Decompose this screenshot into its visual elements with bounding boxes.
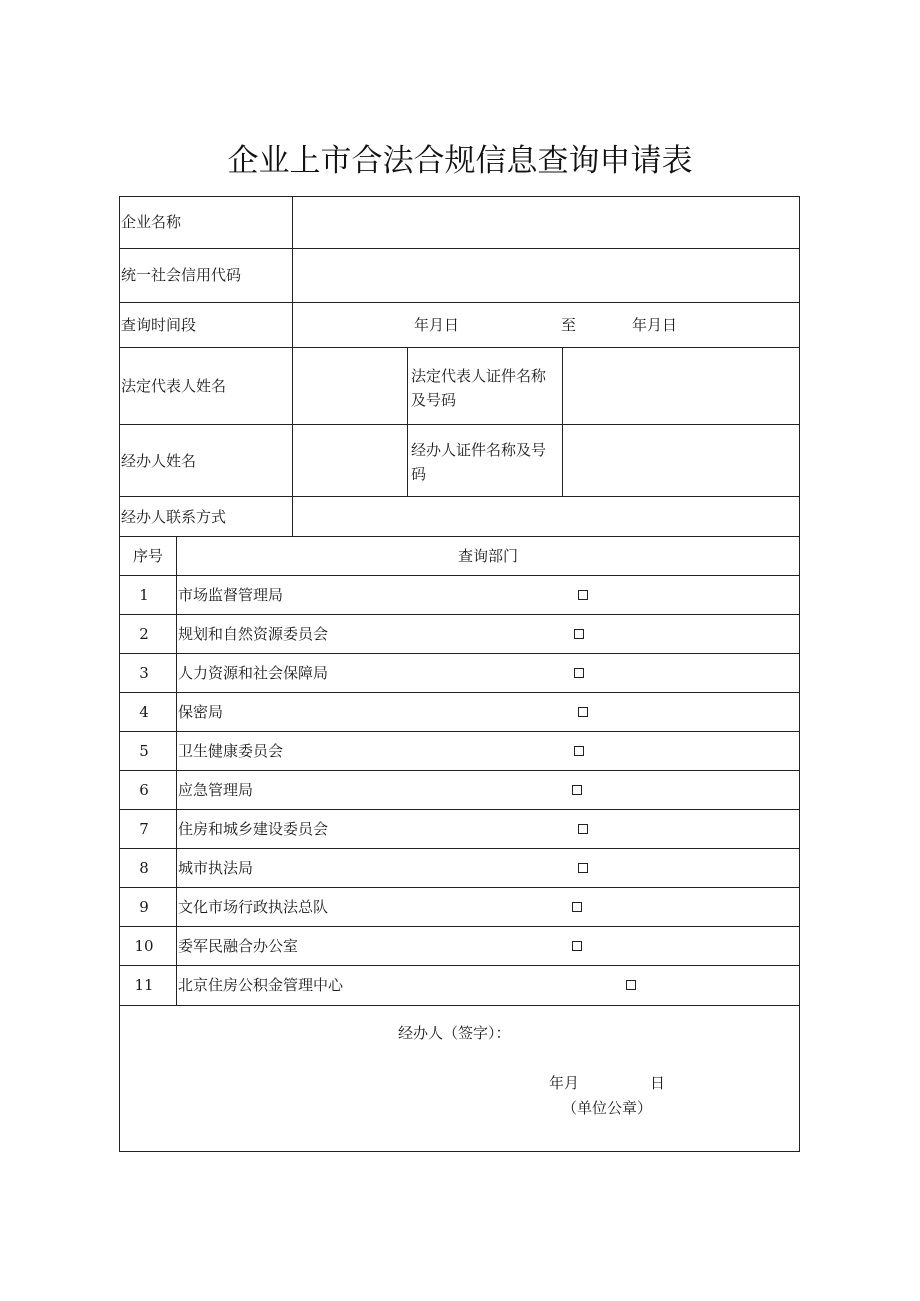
dept-row-number: 5: [139, 742, 149, 760]
dept-row-number: 10: [134, 937, 154, 955]
dept-checkbox[interactable]: [574, 629, 584, 639]
row-divider: [119, 653, 800, 654]
dept-row-number: 7: [139, 820, 149, 838]
seal-label: （单位公章）: [562, 1099, 653, 1117]
row-divider: [119, 926, 800, 927]
credit-code-label: 统一社会信用代码: [121, 266, 242, 284]
agent-id-label: 经办人证件名称及号码: [411, 441, 547, 483]
dept-checkbox[interactable]: [578, 824, 588, 834]
dept-checkbox[interactable]: [578, 590, 588, 600]
dept-checkbox[interactable]: [572, 785, 582, 795]
dept-row-name: 北京住房公积金管理中心: [178, 976, 344, 994]
dept-checkbox[interactable]: [578, 707, 588, 717]
dept-row-name: 人力资源和社会保障局: [178, 664, 329, 682]
dept-row-number: 4: [139, 703, 149, 721]
row-divider: [119, 692, 800, 693]
dept-row-name: 市场监督管理局: [178, 586, 284, 604]
row-divider: [119, 536, 800, 537]
row-divider: [119, 424, 800, 425]
date-year-month: 年月: [549, 1074, 580, 1092]
row-divider: [119, 575, 800, 576]
row-divider: [119, 770, 800, 771]
dept-row-number: 3: [139, 664, 149, 682]
legal-rep-id-label: 法定代表人证件名称及号码: [411, 367, 547, 409]
row-divider: [119, 248, 800, 249]
dept-checkbox[interactable]: [572, 902, 582, 912]
dept-row-name: 应急管理局: [178, 781, 254, 799]
row-divider: [119, 1005, 800, 1006]
row-divider: [119, 887, 800, 888]
row-divider: [119, 809, 800, 810]
period-label: 查询时间段: [121, 316, 197, 334]
dept-row-name: 城市执法局: [178, 859, 254, 877]
dept-checkbox[interactable]: [574, 668, 584, 678]
agent-name-label: 经办人姓名: [121, 452, 197, 470]
dept-row-name: 卫生健康委员会: [178, 742, 284, 760]
signature-label: 经办人（签字）：: [398, 1024, 511, 1042]
date-day: 日: [650, 1074, 666, 1092]
agent-contact-label: 经办人联系方式: [121, 508, 227, 526]
dept-row-number: 6: [139, 781, 149, 799]
legal-rep-name-label: 法定代表人姓名: [121, 377, 227, 395]
row-divider: [119, 614, 800, 615]
dept-header: 查询部门: [458, 547, 519, 565]
row-divider: [119, 347, 800, 348]
row-divider: [119, 965, 800, 966]
dept-row-name: 保密局: [178, 703, 224, 721]
dept-row-number: 9: [139, 898, 149, 916]
dept-row-name: 住房和城乡建设委员会: [178, 820, 329, 838]
dept-row-number: 11: [134, 976, 154, 994]
company-name-label: 企业名称: [121, 213, 182, 231]
column-divider: [562, 347, 563, 496]
row-divider: [119, 731, 800, 732]
row-divider: [119, 302, 800, 303]
seq-header: 序号: [132, 547, 163, 565]
period-to: 至: [561, 316, 577, 334]
dept-checkbox[interactable]: [572, 941, 582, 951]
dept-row-name: 规划和自然资源委员会: [178, 625, 329, 643]
dept-checkbox[interactable]: [626, 980, 636, 990]
page-title: 企业上市合法合规信息查询申请表: [227, 143, 693, 179]
column-divider: [292, 196, 293, 536]
dept-row-name: 委军民融合办公室: [178, 937, 299, 955]
period-start-date: 年月日: [414, 316, 460, 334]
column-divider: [176, 536, 177, 1005]
dept-row-name: 文化市场行政执法总队: [178, 898, 329, 916]
dept-checkbox[interactable]: [574, 746, 584, 756]
dept-checkbox[interactable]: [578, 863, 588, 873]
period-end-date: 年月日: [632, 316, 678, 334]
dept-row-number: 2: [139, 625, 149, 643]
dept-row-number: 1: [139, 586, 149, 604]
column-divider: [407, 347, 408, 496]
row-divider: [119, 496, 800, 497]
row-divider: [119, 848, 800, 849]
dept-row-number: 8: [139, 859, 149, 877]
